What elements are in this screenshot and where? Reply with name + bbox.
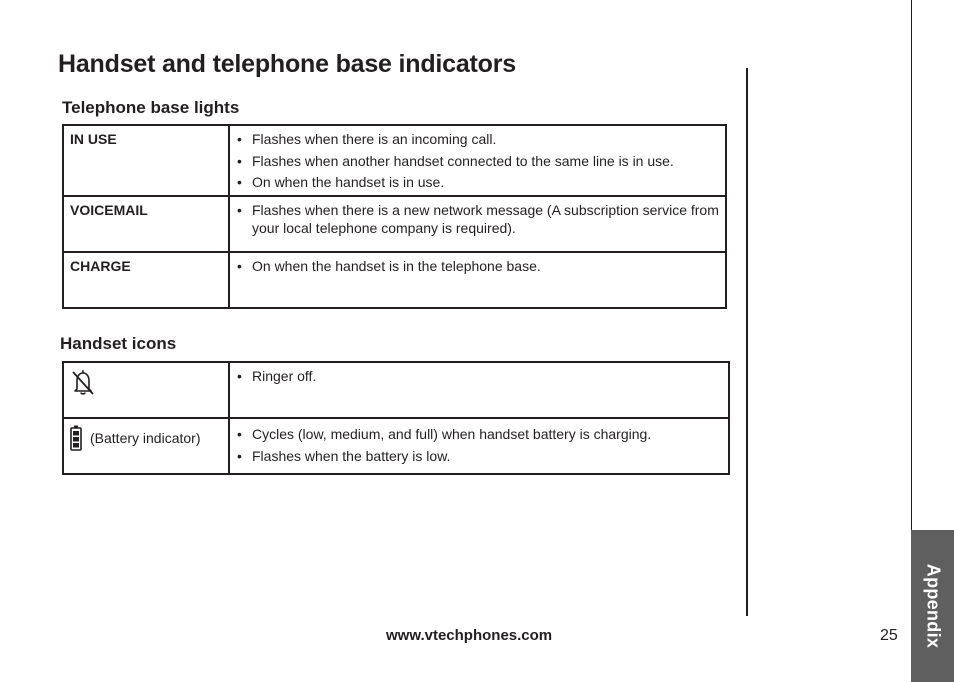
list-item: • Flashes when there is an incoming call. — [236, 130, 719, 148]
ringer-off-icon — [70, 367, 96, 397]
indicator-label-in-use: IN USE — [63, 125, 229, 196]
indicator-description — [229, 196, 726, 252]
icon-description — [229, 418, 729, 474]
list-item: • Cycles (low, medium, and full) when handset battery is charging. — [236, 425, 722, 443]
list-item: • Ringer off. — [236, 367, 722, 385]
list-item: • On when the handset is in the telephone base. — [236, 257, 719, 275]
list-item: • Flashes when there is a new network message (A subscription service from your local telephone company is required). — [236, 201, 719, 237]
icon-cell — [63, 418, 229, 474]
appendix-tab-label: Appendix — [923, 563, 943, 649]
vertical-divider — [746, 68, 748, 616]
indicator-description — [229, 252, 726, 308]
list-item: • On when the handset is in use. — [236, 173, 719, 191]
list-item: • Flashes when the battery is low. — [236, 447, 722, 465]
table-row — [63, 418, 729, 474]
table-row — [63, 252, 726, 308]
telephone-base-lights-heading: Telephone base lights — [62, 98, 240, 117]
battery-indicator-label: (Battery indicator) — [90, 430, 201, 446]
handset-icons-heading: Handset icons — [60, 334, 177, 353]
appendix-tab — [911, 530, 954, 682]
footer-url: www.vtechphones.com — [386, 627, 553, 644]
telephone-base-lights-table — [62, 124, 727, 309]
table-row — [63, 196, 726, 252]
icon-description — [229, 362, 729, 418]
icon-cell — [63, 362, 229, 418]
handset-icons-table — [62, 361, 730, 475]
table-row — [63, 125, 726, 196]
list-item: • Flashes when another handset connected to the same line is in use. — [236, 152, 719, 170]
page-title: Handset and telephone base indicators — [58, 50, 516, 78]
table-row — [63, 362, 729, 418]
indicator-label-voicemail: VOICEMAIL — [63, 196, 229, 252]
page-number: 25 — [880, 627, 898, 644]
indicator-description — [229, 125, 726, 196]
indicator-label-charge: CHARGE — [63, 252, 229, 308]
battery-icon — [70, 425, 82, 451]
